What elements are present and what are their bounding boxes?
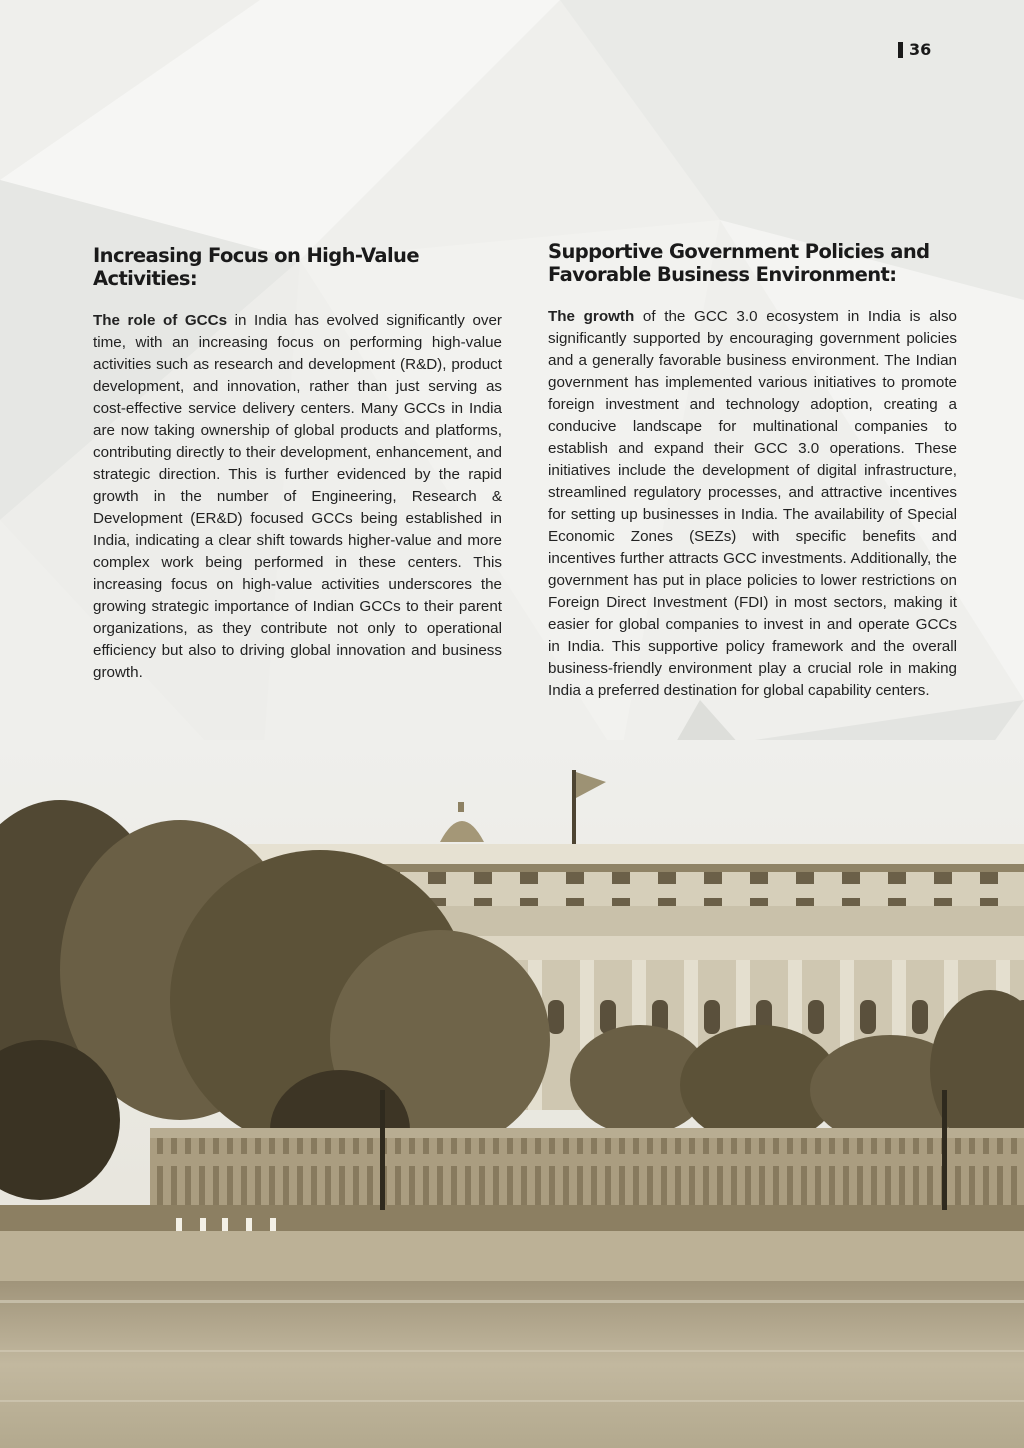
left-section-text: in India has evolved significantly over time, with an increasing focus on performing high-value activities such as research and development (R&D), product development, and innovation, rather than just serving as cost-effective service delivery centers. Many GCCs in India are now taking ownership of global products and platforms, contributing directly to their development, enhancement, and strategic direction. This is further evidenced by the rapid growth in the number of Engineering, Research & Development (ER&D) focused GCCs being established in India, indicating a clear shift towards higher-value and more complex work being performed in these centers. This increasing focus on high-value activities underscores the growing strategic importance of Indian GCCs to their parent organizations, as they contribute not only to operational efficiency but also to driving global innovation and business growth.: [93, 312, 502, 681]
right-section-lead: The growth: [548, 308, 635, 325]
page-marker-bar: [898, 42, 903, 58]
right-section-text: of the GCC 3.0 ecosystem in India is also significantly supported by encouraging government policies and a generally favorable business environment. The Indian government has implemented various initiatives to promote foreign investment and technology adoption, creating a conducive landscape for multinational companies to establish and expand their GCC 3.0 operations. These initiatives include the development of digital infrastructure, streamlined regulatory processes, and attractive incentives for setting up businesses in India. The availability of Special Economic Zones (SEZs) with specific benefits and incentives further attracts GCC investments. Additionally, the government has put in place policies to lower restrictions on Foreign Direct Investment (FDI) in most sectors, making it easier for global companies to invest in and operate GCCs in India. This supportive policy framework and the overall business-friendly environment play a crucial role in making India a preferred destination for global capability centers.: [548, 308, 957, 699]
right-section-heading: Supportive Government Policies and Favorable Business Environment:: [548, 240, 930, 286]
page-number: [898, 40, 931, 59]
left-section: [93, 244, 502, 684]
right-section: [548, 240, 957, 702]
right-section-body: [548, 306, 957, 702]
left-section-body: [93, 310, 502, 684]
parliament-building-photo: [0, 740, 1024, 1448]
left-section-lead: The role of GCCs: [93, 312, 228, 329]
page-number-text: 36: [909, 40, 932, 59]
left-section-heading: Increasing Focus on High-Value Activities:: [93, 244, 419, 290]
